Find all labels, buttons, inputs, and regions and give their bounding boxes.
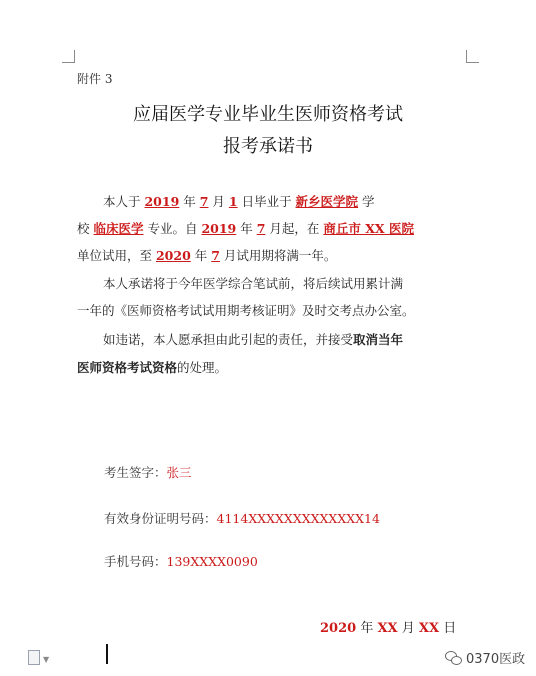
text: 年 bbox=[236, 221, 257, 236]
document-title-line2: 报考承诺书 bbox=[223, 136, 313, 157]
text: 年 bbox=[356, 621, 378, 636]
text: 月试用期将满一年。 bbox=[219, 248, 337, 263]
text: 月 bbox=[397, 621, 419, 636]
crop-mark-top-right bbox=[466, 50, 479, 63]
text: 单位试用，至 bbox=[77, 248, 156, 263]
p1-line3 bbox=[77, 246, 336, 264]
unit-name: 商丘市 XX 医院 bbox=[323, 221, 414, 236]
p3-line2 bbox=[77, 358, 227, 376]
chevron-down-icon[interactable]: ▼ bbox=[43, 655, 50, 664]
text: 日毕业于 bbox=[237, 194, 296, 209]
text: 日 bbox=[439, 621, 457, 636]
text: 校 bbox=[77, 221, 94, 236]
document-date bbox=[320, 617, 456, 636]
date-month: XX bbox=[377, 621, 398, 636]
text: 专业。自 bbox=[143, 221, 202, 236]
id-number-value: 4114XXXXXXXXXXXXX14 bbox=[216, 511, 380, 526]
emphasis-text: 取消当年 bbox=[353, 332, 404, 347]
text: 本人于 bbox=[103, 194, 145, 209]
document-icon[interactable] bbox=[28, 650, 40, 665]
date-year: 2020 bbox=[320, 621, 357, 636]
trial-end-year: 2020 bbox=[155, 248, 191, 263]
text: 的处理。 bbox=[177, 360, 228, 375]
signature-line bbox=[104, 463, 192, 481]
grad-month: 7 bbox=[199, 194, 209, 209]
id-number-line bbox=[104, 509, 380, 527]
crop-mark-top-left bbox=[62, 50, 75, 63]
phone-value: 139XXXX0090 bbox=[166, 554, 258, 569]
watermark-text: 0370医政 bbox=[466, 652, 526, 667]
p2-line1: 本人承诺将于今年医学综合笔试前，将后续试用累计满 bbox=[103, 276, 404, 291]
text: 年 bbox=[179, 194, 200, 209]
text: 年 bbox=[190, 248, 212, 263]
grad-day: 1 bbox=[228, 194, 238, 209]
signature-label: 考生签字： bbox=[104, 465, 167, 480]
trial-end-month: 7 bbox=[211, 248, 220, 263]
text-cursor bbox=[106, 644, 108, 664]
attachment-label: 附件 3 bbox=[77, 72, 113, 86]
phone-line bbox=[104, 552, 258, 570]
major-name: 临床医学 bbox=[93, 221, 144, 236]
text: 如违诺，本人愿承担由此引起的责任，并接受 bbox=[103, 332, 354, 347]
phone-label: 手机号码： bbox=[104, 554, 167, 569]
trial-start-month: 7 bbox=[256, 221, 266, 236]
text: 月起，在 bbox=[265, 221, 324, 236]
text: 月 bbox=[208, 194, 229, 209]
p3-line1 bbox=[103, 330, 403, 348]
school-name: 新乡医学院 bbox=[295, 194, 359, 209]
id-number-label: 有效身份证明号码： bbox=[104, 511, 217, 526]
p1-line2 bbox=[77, 219, 414, 237]
grad-year: 2019 bbox=[144, 194, 180, 209]
chat-bubble-icon bbox=[445, 651, 461, 665]
document-title-line1: 应届医学专业毕业生医师资格考试 bbox=[133, 104, 403, 125]
text: 学 bbox=[358, 194, 375, 209]
watermark bbox=[445, 648, 525, 667]
emphasis-text: 医师资格考试资格 bbox=[77, 360, 178, 375]
signature-value: 张三 bbox=[166, 465, 192, 480]
date-day: XX bbox=[418, 621, 440, 636]
p1-line1 bbox=[103, 192, 375, 210]
p2-line2: 一年的《医师资格考试试用期考核证明》及时交考点办公室。 bbox=[77, 303, 415, 318]
trial-start-year: 2019 bbox=[201, 221, 237, 236]
